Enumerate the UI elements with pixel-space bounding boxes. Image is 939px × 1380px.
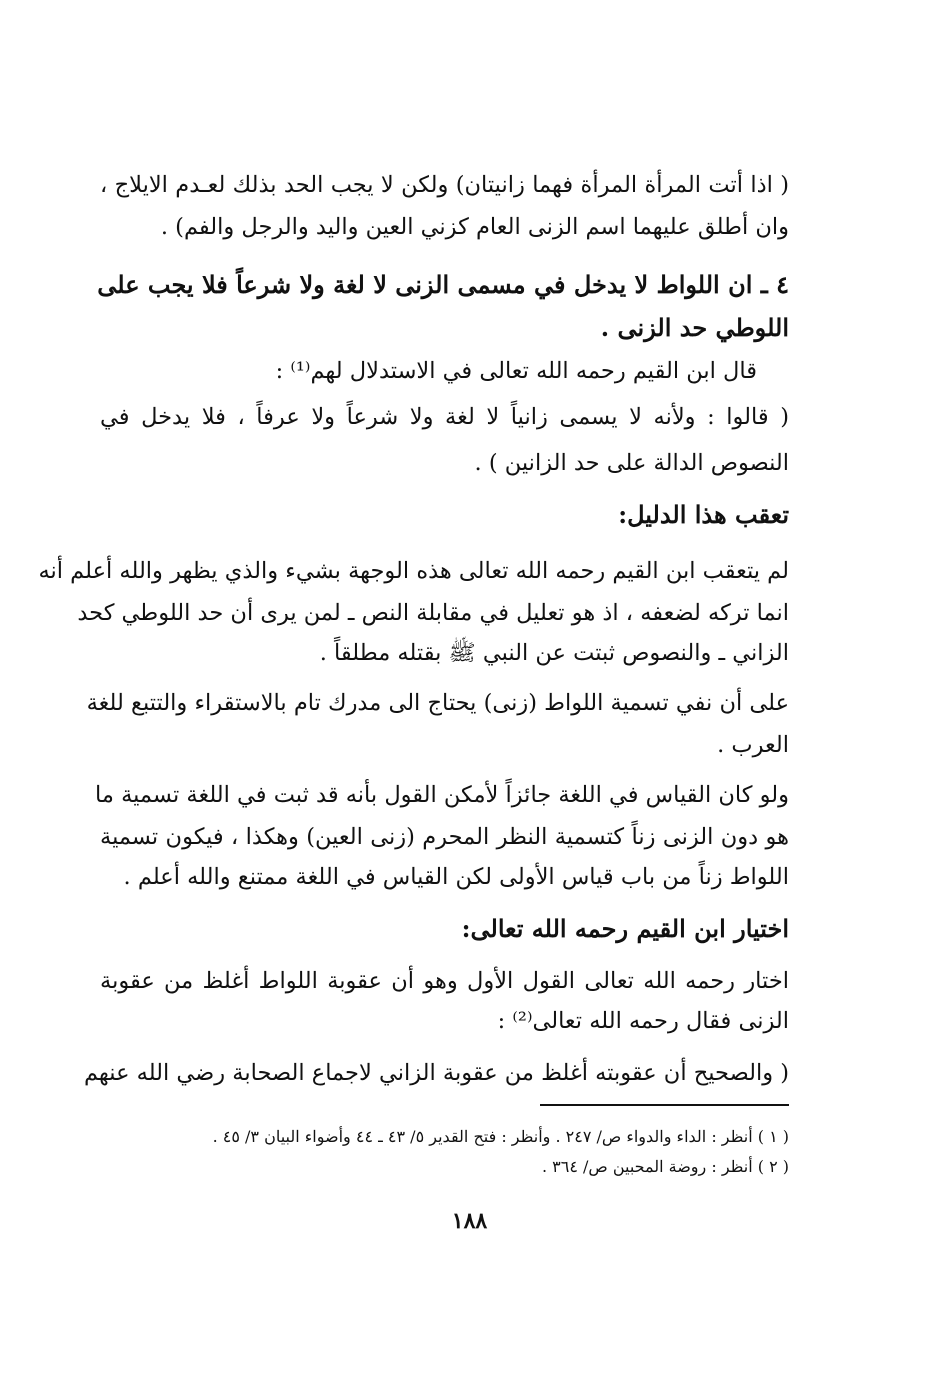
section-heading: ٤ ـ ان اللواط لا يدخل في مسمى الزنى لا لغة ولا شرعاً فلا يجب على [97,270,789,299]
subheading: اختيار ابن القيم رحمه الله تعالى: [461,914,789,943]
text-line: اللواط زناً من باب قياس الأولى لكن القياس في اللغة ممتنع والله أعلم . [123,864,789,890]
text-line: قال ابن القيم رحمه الله تعالى في الاستدلال لهم⁽¹⁾ : [275,358,757,384]
text-line: لم يتعقب ابن القيم رحمه الله تعالى هذه الوجهة بشيء والذي يظهر والله أعلم أنه [38,558,789,584]
text-line: على أن نفي تسمية اللواط (زنى) يحتاج الى مدرك تام بالاستقراء والتتبع للغة [86,690,789,716]
text-line: ( اذا أتت المرأة المرأة فهما زانيتان) ولكن لا يجب الحد بذلك لعـدم الايلاج ، [100,172,789,198]
text-line: العرب . [717,732,789,758]
section-heading: اللوطي حد الزنى . [600,313,789,342]
subheading: تعقب هذا الدليل: [618,500,789,529]
quote-line: ( قالوا : ولأنه لا يسمى زانياً لا لغة ولا شرعاً ولا عرفاً ، فلا يدخل في [100,404,789,430]
quote-line: ( والصحيح أن عقوبته أغلظ من عقوبة الزاني لاجماع الصحابة رضي الله عنهم [83,1060,789,1086]
text-line: الزنى فقال رحمه الله تعالى⁽²⁾ : [497,1008,789,1034]
text-line: ولو كان القياس في اللغة جائزاً لأمكن القول بأنه قد ثبت في اللغة تسمية ما [95,782,789,808]
footnote: ( ٢ ) أنظر : روضة المحبين ص/ ٣٦٤ . [541,1157,789,1176]
text-line: انما تركه لضعفه ، اذ هو تعليل في مقابلة النص ـ لمن يرى أن حد اللوطي كحد [77,600,789,626]
text-line: وان أطلق عليهما اسم الزنى العام كزني العين واليد والرجل والفم) . [160,214,789,240]
text-line: هو دون الزنى زناً كتسمية النظر المحرم (زنى العين) وهكذا ، فيكون تسمية [100,824,789,850]
page-number: ١٨٨ [451,1208,488,1234]
text-line: اختار رحمه الله تعالى القول الأول وهو أن عقوبة اللواط أغلظ من عقوبة [100,968,789,994]
quote-line: النصوص الدالة على حد الزانين ) . [474,450,789,476]
footnote: ( ١ ) أنظر : الداء والدواء ص/ ٢٤٧ . وأنظر : فتح القدير ٥/ ٤٣ ـ ٤٤ وأضواء البيان ٣/ ٤٥ . [212,1127,789,1146]
text-line: الزاني ـ والنصوص ثبتت عن النبي ﷺ بقتله مطلقاً . [319,640,789,666]
footnote-separator [540,1104,789,1106]
